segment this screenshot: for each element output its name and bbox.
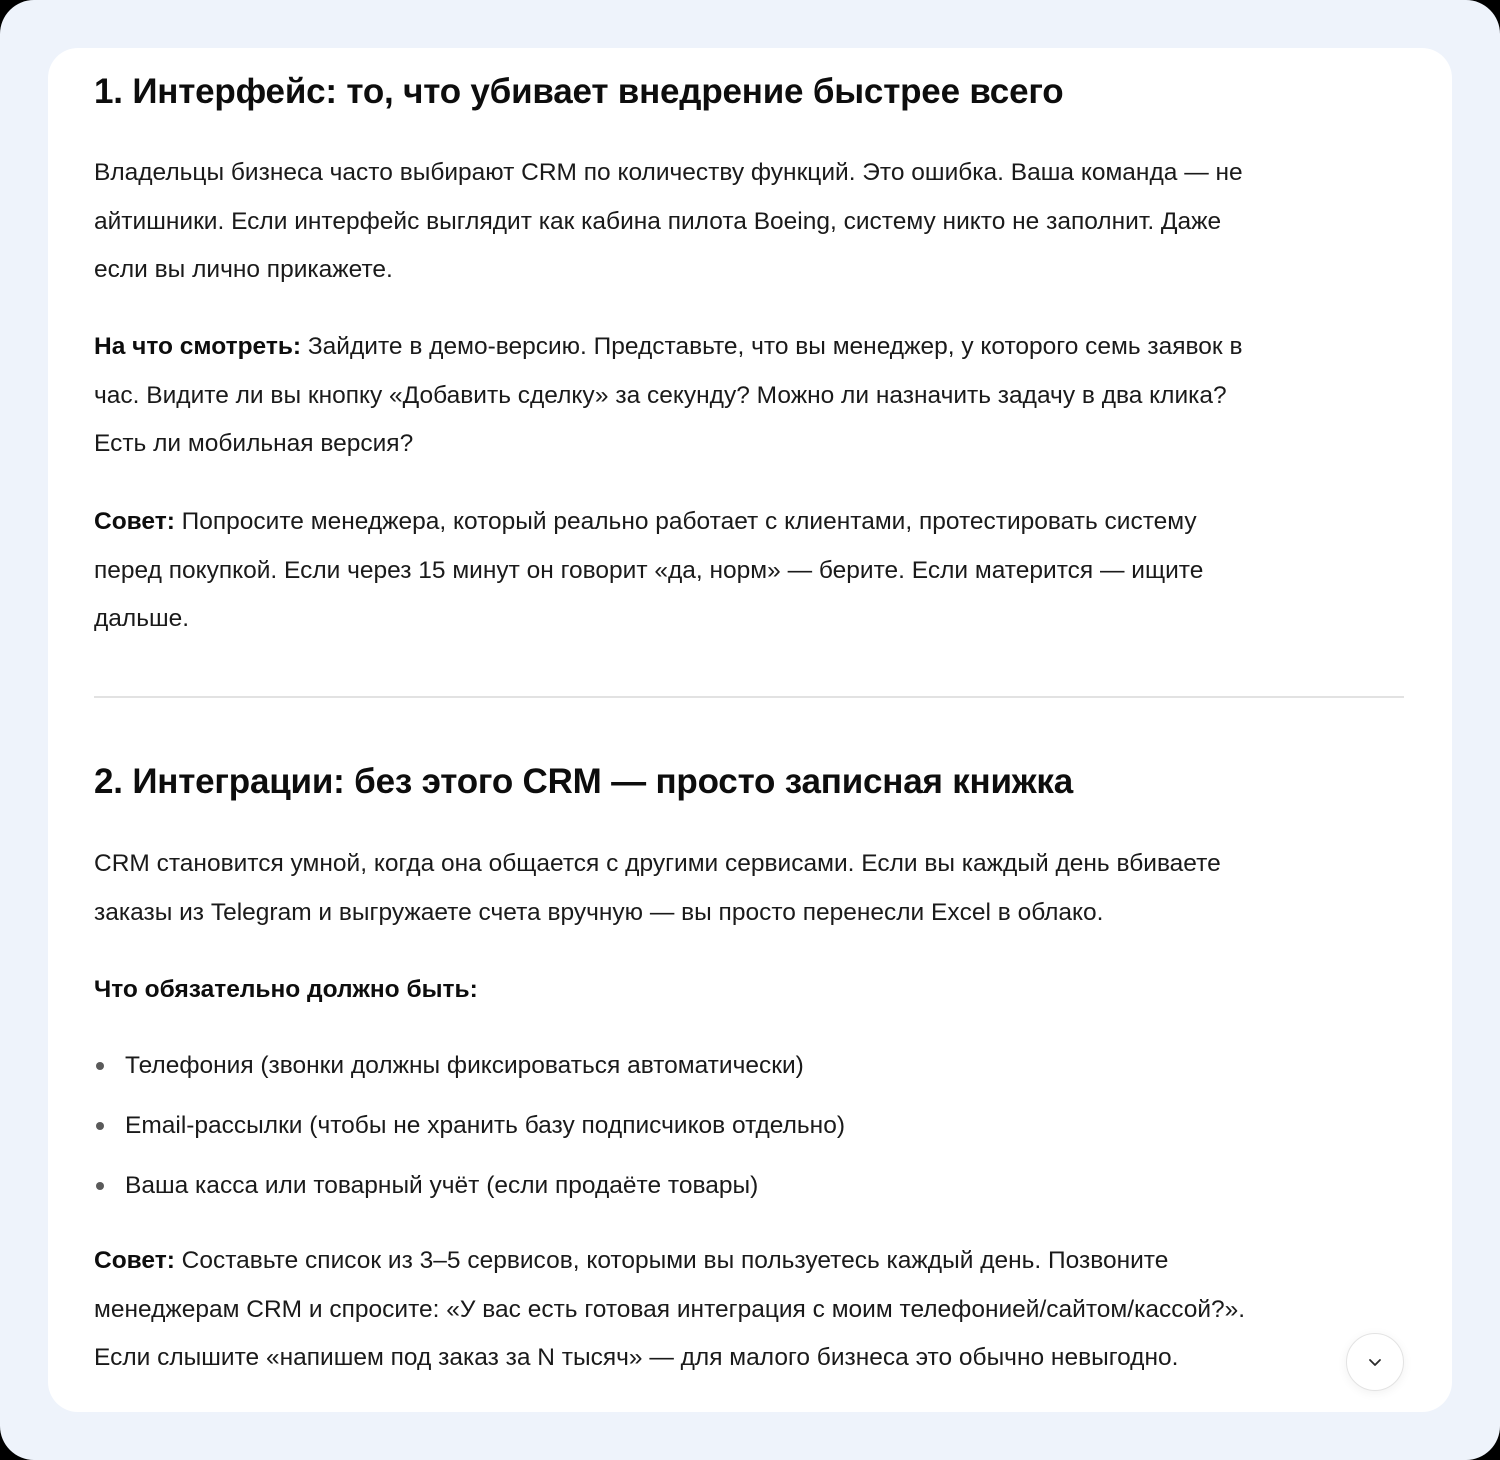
list-item: [94, 1162, 845, 1222]
list-item: [94, 1102, 845, 1162]
look-text-line: Есть ли мобильная версия?: [94, 430, 414, 457]
tip-text-line: менеджерам CRM и спросите: «У вас есть готовая интеграция с моим телефонией/сайтом/кассой?».: [94, 1295, 1246, 1323]
section-1-tip-paragraph: [94, 498, 1404, 644]
look-text-line: Зайдите в демо-версию. Представьте, что вы менеджер, у которого семь заявок в: [301, 333, 1243, 360]
section-divider: [94, 696, 1404, 698]
tip-label: Совет:: [94, 1247, 175, 1274]
section-1-heading: 1. Интерфейс: то, что убивает внедрение быстрее всего: [94, 72, 1064, 111]
list-item: [94, 1042, 845, 1102]
must-have-label: Что обязательно должно быть:: [94, 976, 478, 1003]
tip-label: Совет:: [94, 508, 175, 535]
section-2-intro-line: CRM становится умной, когда она общается с другими сервисами. Если вы каждый день вбиваете: [94, 850, 1221, 877]
section-2-intro: [94, 840, 1404, 937]
tip-text-line: Составьте список из 3–5 сервисов, которыми вы пользуетесь каждый день. Позвоните: [174, 1247, 1169, 1274]
tip-text-line: Если слышите «напишем под заказ за N тысяч» — для малого бизнеса это обычно невыгодно.: [94, 1344, 1179, 1371]
list-item-text: Телефония (звонки должны фиксироваться автоматически): [125, 1052, 804, 1079]
section-1-intro-line: айтишники. Если интерфейс выглядит как кабина пилота Boeing, систему никто не заполнит. Даже: [94, 207, 1222, 235]
tip-text-line: перед покупкой. Если через 15 минут он говорит «да, норм» — берите. Если матерится — ищите: [94, 556, 1204, 584]
article-card: [48, 48, 1452, 1412]
scroll-down-button[interactable]: [1346, 1333, 1404, 1391]
bullet-icon: [96, 1122, 104, 1130]
section-1-intro-line: если вы лично прикажете.: [94, 256, 393, 283]
section-2-tip-paragraph: [94, 1237, 1404, 1383]
section-2-intro-line: заказы из Telegram и выгружаете счета вручную — вы просто перенесли Excel в облако.: [94, 898, 1104, 926]
section-1-look-paragraph: [94, 323, 1404, 469]
tip-text-line: Попросите менеджера, который реально работает с клиентами, протестировать систему: [174, 508, 1197, 535]
look-label: На что смотреть:: [94, 333, 302, 360]
bullet-icon: [96, 1182, 104, 1190]
integration-list: [94, 1042, 845, 1222]
tip-text-line: дальше.: [94, 605, 190, 632]
chevron-down-icon: [1366, 1353, 1384, 1371]
section-1-intro-line: Владельцы бизнеса часто выбирают CRM по количеству функций. Это ошибка. Ваша команда — не: [94, 159, 1243, 186]
look-text-line: час. Видите ли вы кнопку «Добавить сделку» за секунду? Можно ли назначить задачу в два клика?: [94, 381, 1227, 409]
list-item-text: Ваша касса или товарный учёт (если продаёте товары): [125, 1172, 759, 1199]
section-2-heading: 2. Интеграции: без этого CRM — просто записная книжка: [94, 762, 1074, 801]
section-1-intro: [94, 149, 1404, 295]
list-item-text: Email-рассылки (чтобы не хранить базу подписчиков отдельно): [125, 1112, 845, 1139]
bullet-icon: [96, 1062, 104, 1070]
